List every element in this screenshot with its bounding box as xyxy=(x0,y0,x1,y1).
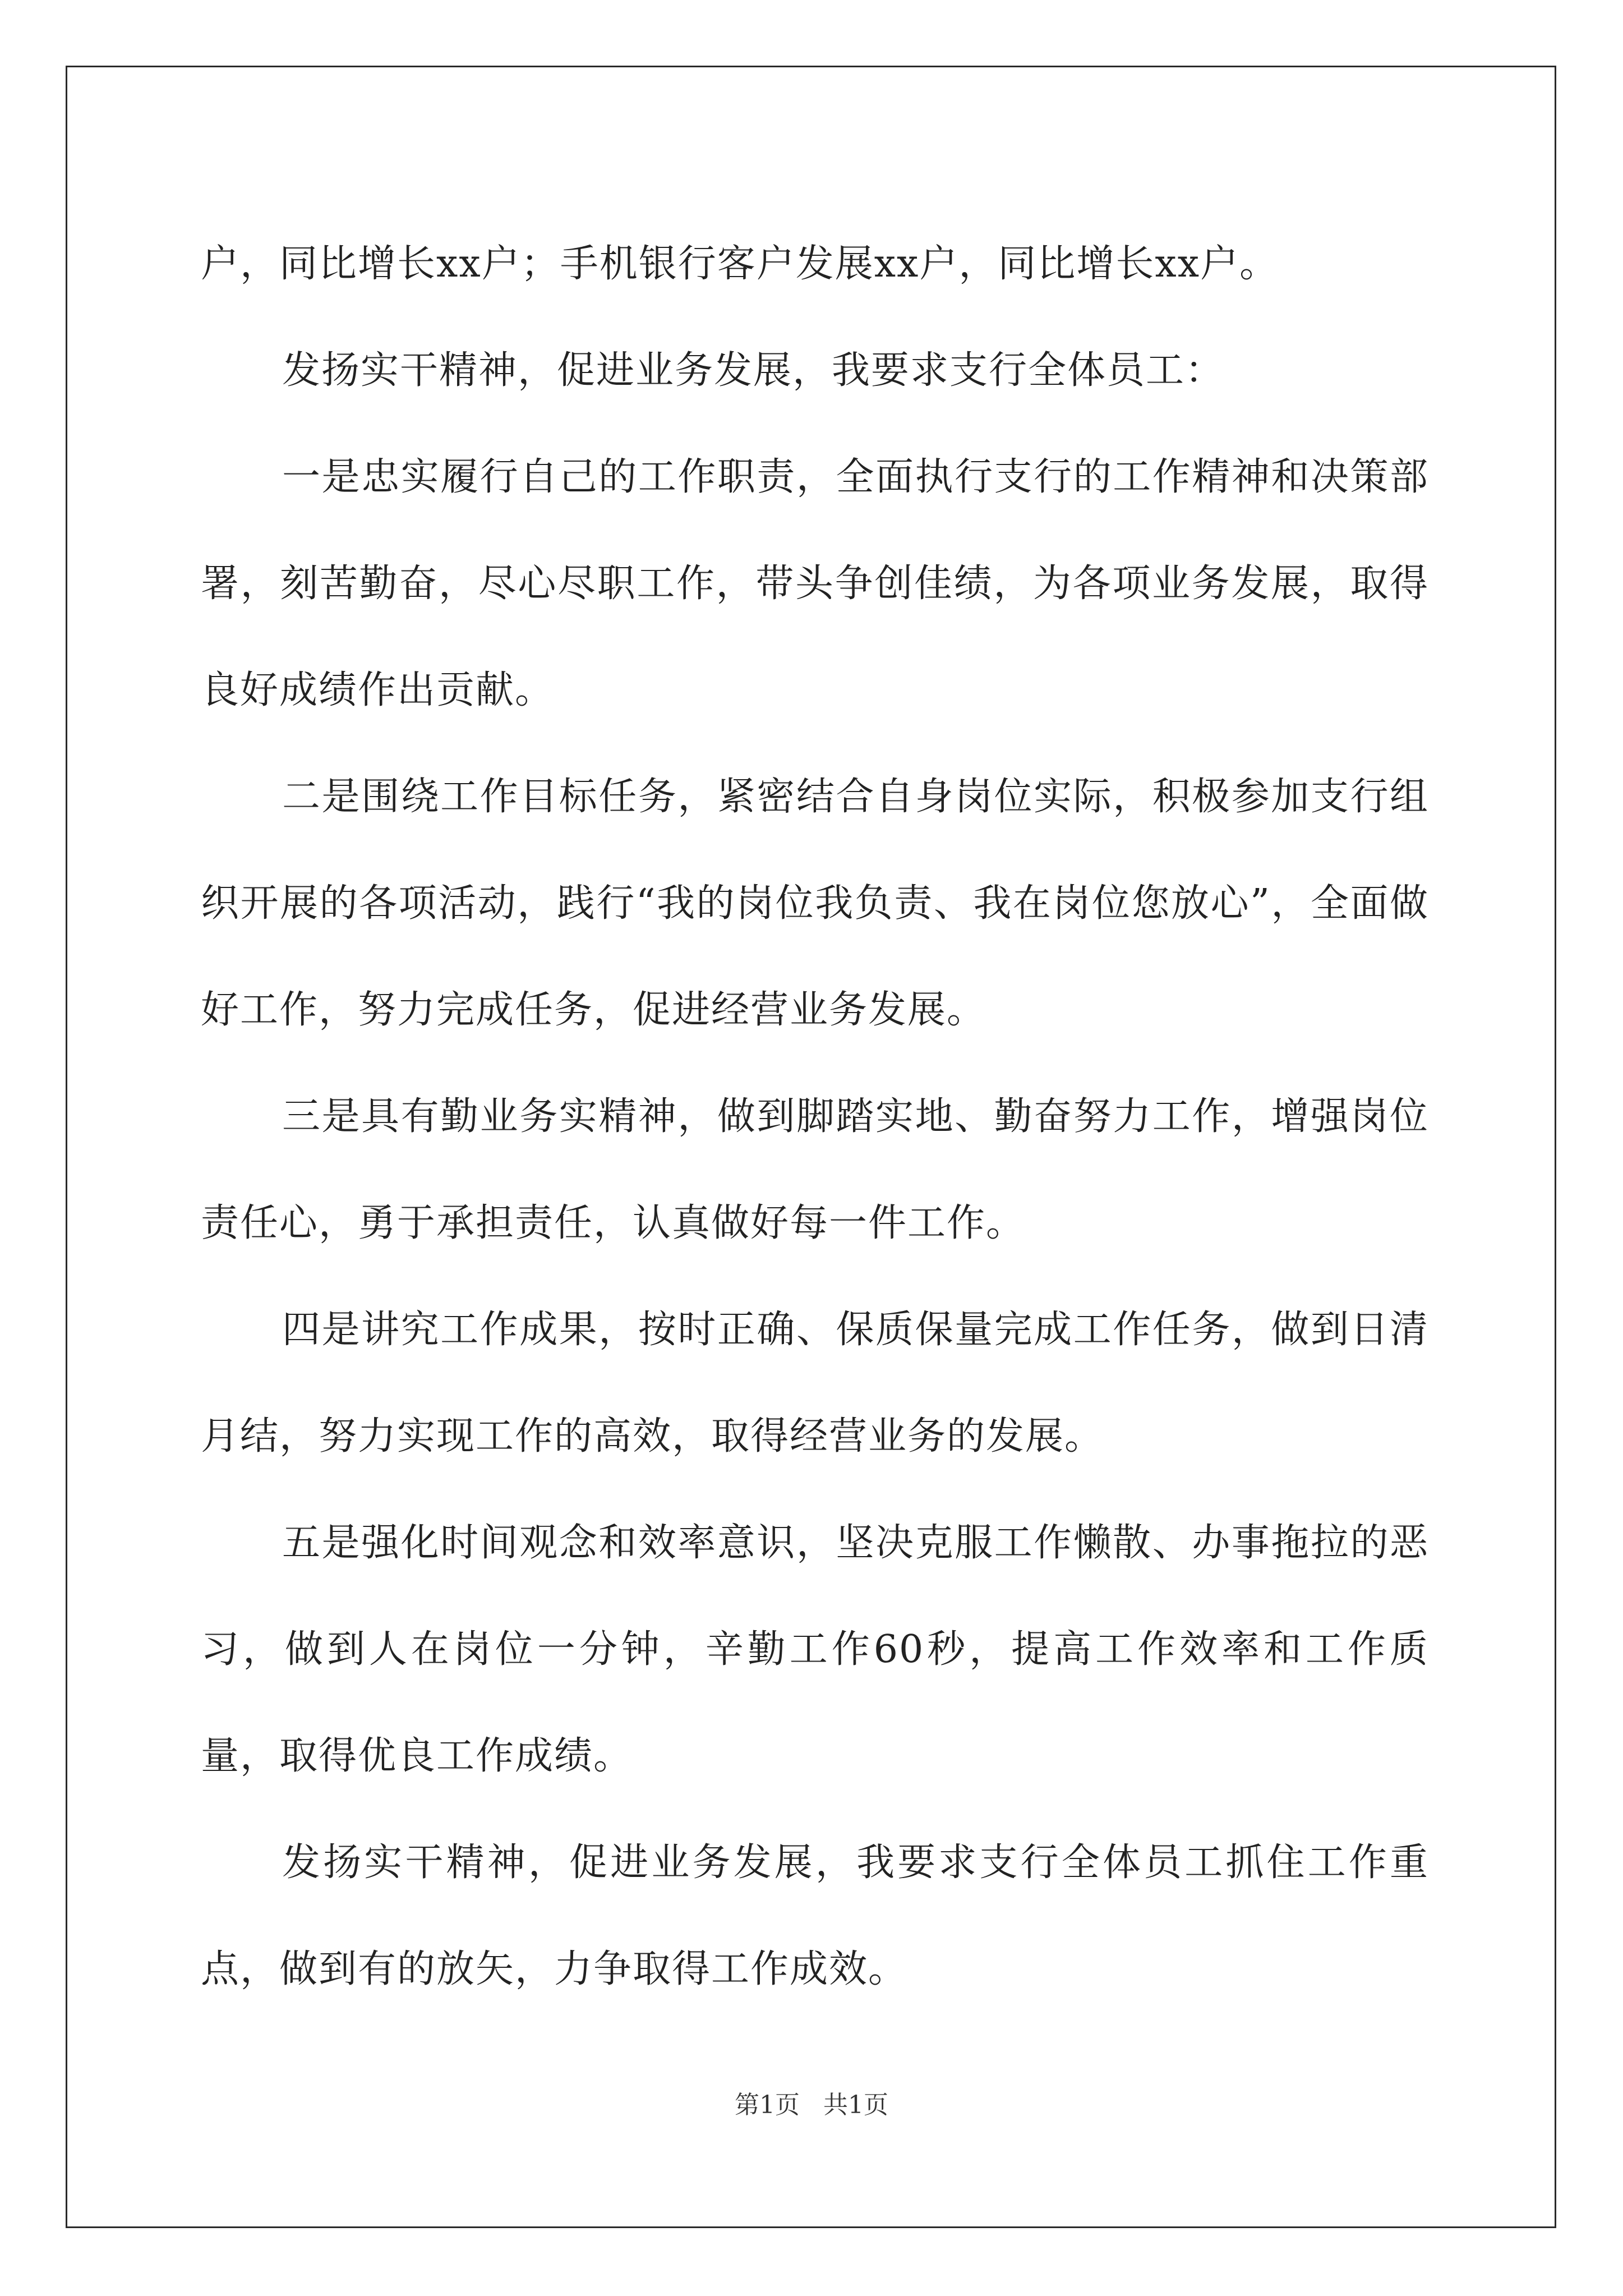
paragraph-2: 发扬实干精神，促进业务发展，我要求支行全体员工： xyxy=(282,348,1225,393)
page-footer xyxy=(0,2085,1623,2120)
paragraph-4: 二是围绕工作目标任务，紧密结合自身岗位实际，积极参加支行组织开展的各项活动，践行“我的岗位我负责、我在岗位您放心”，全面做好工作，努力完成任务，促进经营业务发展。 xyxy=(201,775,1429,1032)
paragraph-5: 三是具有勤业务实精神，做到脚踏实地、勤奋努力工作，增强岗位责任心，勇于承担责任，认真做好每一件工作。 xyxy=(201,1094,1429,1245)
paragraph-1: 户，同比增长xx户；手机银行客户发展xx户，同比增长xx户。 xyxy=(201,242,1279,286)
page-total: 共1页 xyxy=(823,2091,888,2119)
paragraph-6: 四是讲究工作成果，按时正确、保质保量完成工作任务，做到日清月结，努力实现工作的高效，取得经营业务的发展。 xyxy=(201,1308,1429,1458)
paragraph-8: 发扬实干精神，促进业务发展，我要求支行全体员工抓住工作重点，做到有的放矢，力争取得工作成效。 xyxy=(201,1841,1429,1991)
paragraph-3: 一是忠实履行自己的工作职责，全面执行支行的工作精神和决策部署，刻苦勤奋，尽心尽职工作，带头争创佳绩，为各项业务发展，取得良好成绩作出贡献。 xyxy=(201,455,1429,712)
document-body xyxy=(201,211,1429,2023)
paragraph-7: 五是强化时间观念和效率意识，坚决克服工作懒散、办事拖拉的恶习，做到人在岗位一分钟，辛勤工作60秒，提高工作效率和工作质量，取得优良工作成绩。 xyxy=(201,1521,1429,1778)
page-number: 第1页 xyxy=(735,2091,800,2119)
